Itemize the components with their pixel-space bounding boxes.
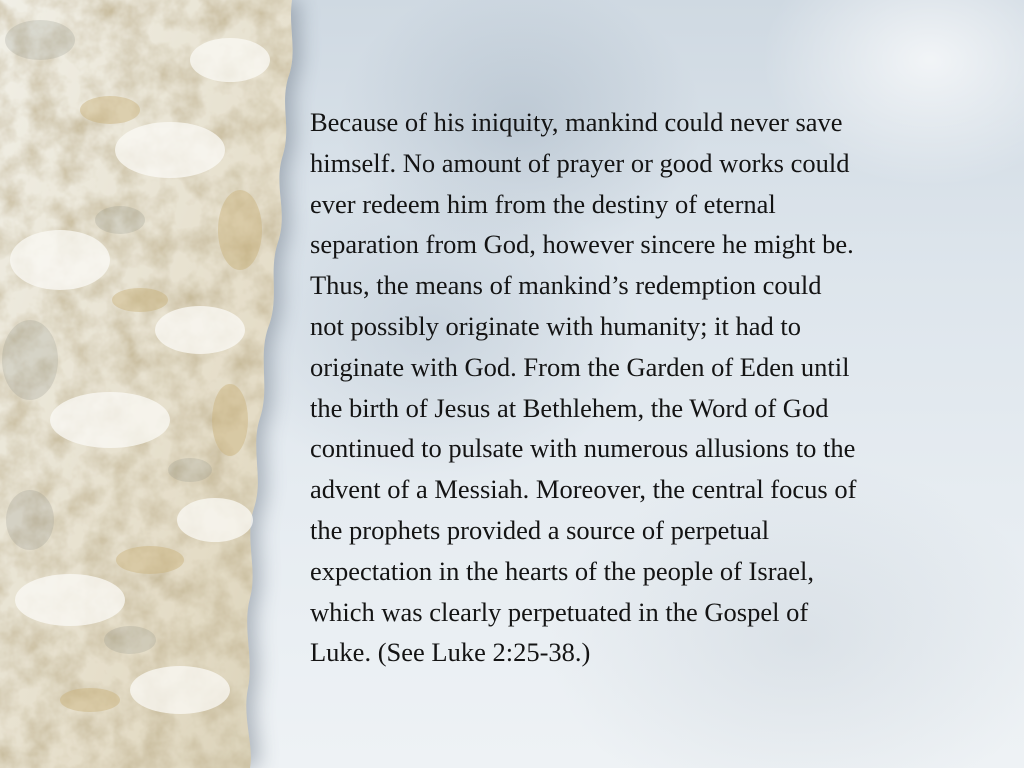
weathered-stone-decoration <box>0 0 360 768</box>
body-text: Because of his iniquity, mankind could never save himself. No amount of prayer or good works could ever redeem him from the destiny of eternal separation from God, however sincere he might be. Thus, the means of mankind’s redemption could not possibly originate with humanity; it had to originate with God. From the Garden of Eden until the birth of Jesus at Bethlehem, the Word of God continued to pulsate with numerous allusions to the advent of a Messiah. Moreover, the central focus of the prophets provided a source of perpetual expectation in the hearts of the people of Israel, which was clearly perpetuated in the Gospel of Luke. (See Luke 2:25-38.) <box>310 107 857 668</box>
